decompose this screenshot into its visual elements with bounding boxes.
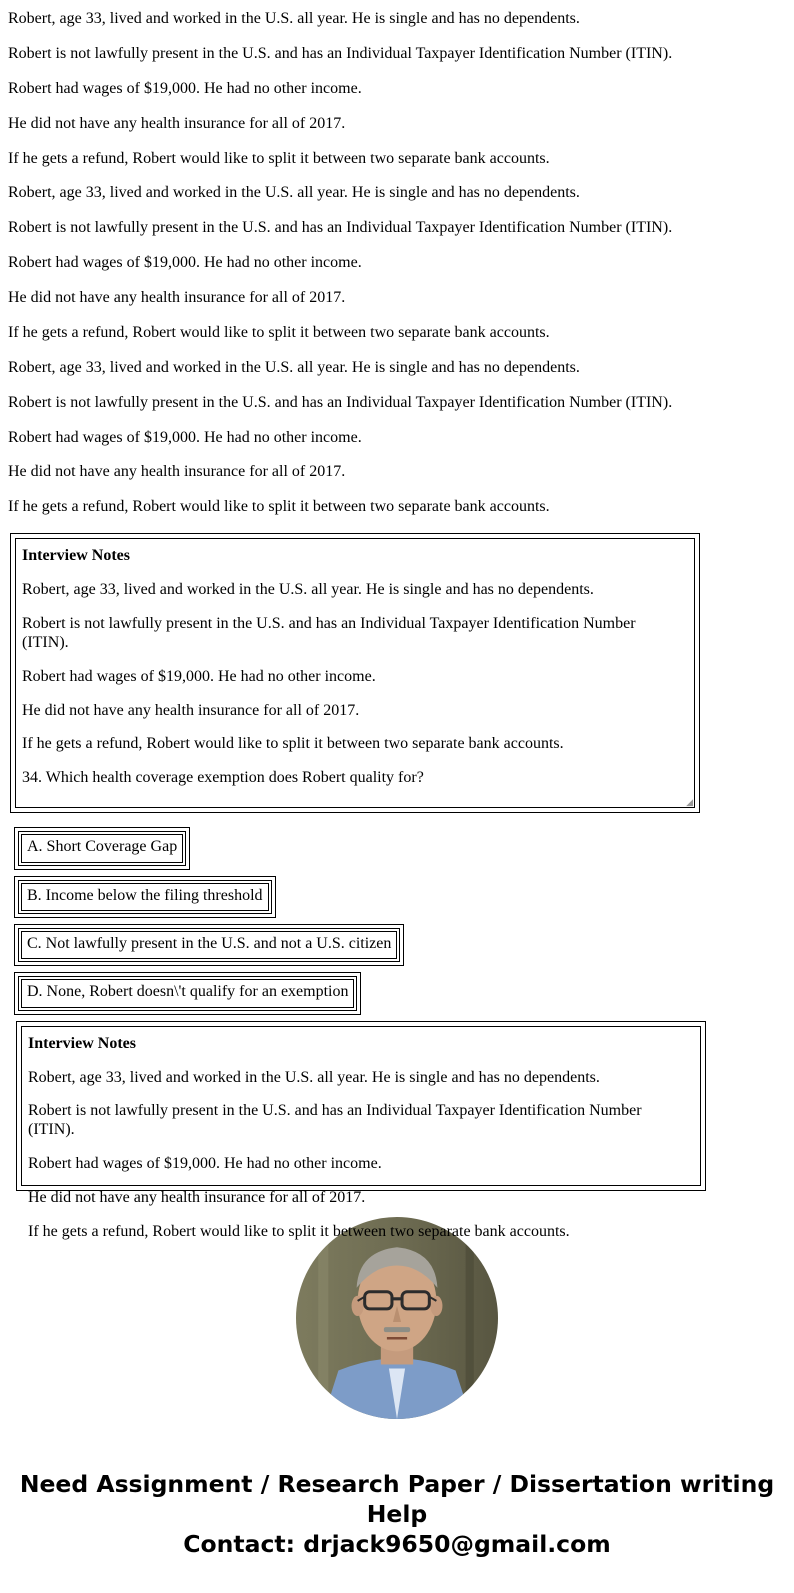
question-text: 34. Which health coverage exemption does Robert quality for? <box>22 769 424 787</box>
story-paragraph: Robert, age 33, lived and worked in the U.S. all year. He is single and has no dependents. <box>8 184 580 202</box>
portrait-photo <box>296 1217 498 1419</box>
option-a-label: A. Short Coverage Gap <box>21 834 183 862</box>
interview-notes-title: Interview Notes <box>22 547 130 565</box>
story-block-3 <box>8 359 786 517</box>
note-paragraph: He did not have any health insurance for all of 2017. <box>22 701 360 719</box>
interview-notes-textarea-2[interactable] <box>21 1026 701 1240</box>
story-paragraph: If he gets a refund, Robert would like to split it between two separate bank accounts. <box>8 149 550 167</box>
option-d-button[interactable] <box>14 972 361 1014</box>
story-paragraph: He did not have any health insurance for all of 2017. <box>8 114 346 132</box>
note-paragraph: Robert is not lawfully present in the U.S. and has an Individual Taxpayer Identification Number (ITIN). <box>22 614 636 651</box>
story-paragraph: If he gets a refund, Robert would like to split it between two separate bank accounts. <box>8 498 550 516</box>
story-paragraph: He did not have any health insurance for all of 2017. <box>8 463 346 481</box>
option-a-frame <box>18 831 186 865</box>
note-paragraph: If he gets a refund, Robert would like to split it between two separate bank accounts. <box>22 735 564 753</box>
option-d-label: D. None, Robert doesn\'t qualify for an exemption <box>21 979 354 1007</box>
option-a-button[interactable] <box>14 827 190 869</box>
note-paragraph: Robert had wages of $19,000. He had no other income. <box>22 667 376 685</box>
promo-help-text: Need Assignment / Research Paper / Dissertation writing Help <box>19 1469 775 1528</box>
note-paragraph: Robert, age 33, lived and worked in the U.S. all year. He is single and has no dependents. <box>22 581 594 598</box>
option-b-frame <box>18 880 272 914</box>
interview-notes-box-2 <box>16 1021 706 1240</box>
option-c-label: C. Not lawfully present in the U.S. and not a U.S. citizen <box>21 931 397 959</box>
interview-notes-textarea-1[interactable] <box>15 538 695 808</box>
story-paragraph: Robert had wages of $19,000. He had no other income. <box>8 79 362 97</box>
interview-notes-box-1 <box>10 533 700 813</box>
option-c-button[interactable] <box>14 924 404 966</box>
story-paragraph: He did not have any health insurance for all of 2017. <box>8 289 346 306</box>
answer-options <box>14 827 786 1015</box>
note-paragraph: Robert had wages of $19,000. He had no other income. <box>28 1155 382 1173</box>
avatar <box>296 1217 498 1419</box>
resize-handle-icon[interactable]: ◢ <box>686 797 693 808</box>
story-paragraph: Robert had wages of $19,000. He had no other income. <box>8 428 362 446</box>
note-paragraph: If he gets a refund, Robert would like to split it between two separate bank accounts. <box>28 1222 570 1240</box>
option-c-frame <box>18 928 400 962</box>
story-paragraph: Robert, age 33, lived and worked in the U.S. all year. He is single and has no dependents. <box>8 358 580 376</box>
story-paragraph: Robert had wages of $19,000. He had no other income. <box>8 254 362 272</box>
story-block-2 <box>8 184 786 342</box>
story-paragraph: Robert, age 33, lived and worked in the U.S. all year. He is single and has no dependents. <box>8 10 580 27</box>
story-paragraph: Robert is not lawfully present in the U.S. and has an Individual Taxpayer Identification Number (ITIN). <box>8 219 673 237</box>
story-paragraph: Robert is not lawfully present in the U.S. and has an Individual Taxpayer Identification Number (ITIN). <box>8 393 673 411</box>
footer-promo <box>17 1469 777 1559</box>
note-paragraph: Robert is not lawfully present in the U.S. and has an Individual Taxpayer Identification Number (ITIN). <box>28 1102 642 1139</box>
option-b-label: B. Income below the filing threshold <box>21 883 269 911</box>
option-b-button[interactable] <box>14 876 276 918</box>
story-paragraph: Robert is not lawfully present in the U.S. and has an Individual Taxpayer Identification Number (ITIN). <box>8 44 673 62</box>
promo-contact-email: Contact: drjack9650@gmail.com <box>183 1529 611 1558</box>
story-block-1 <box>8 10 786 168</box>
interview-notes-title: Interview Notes <box>28 1034 136 1052</box>
story-paragraph: If he gets a refund, Robert would like to split it between two separate bank accounts. <box>8 323 550 341</box>
note-paragraph: He did not have any health insurance for all of 2017. <box>28 1189 366 1207</box>
note-paragraph: Robert, age 33, lived and worked in the U.S. all year. He is single and has no dependents. <box>28 1068 600 1086</box>
option-d-frame <box>18 976 357 1010</box>
